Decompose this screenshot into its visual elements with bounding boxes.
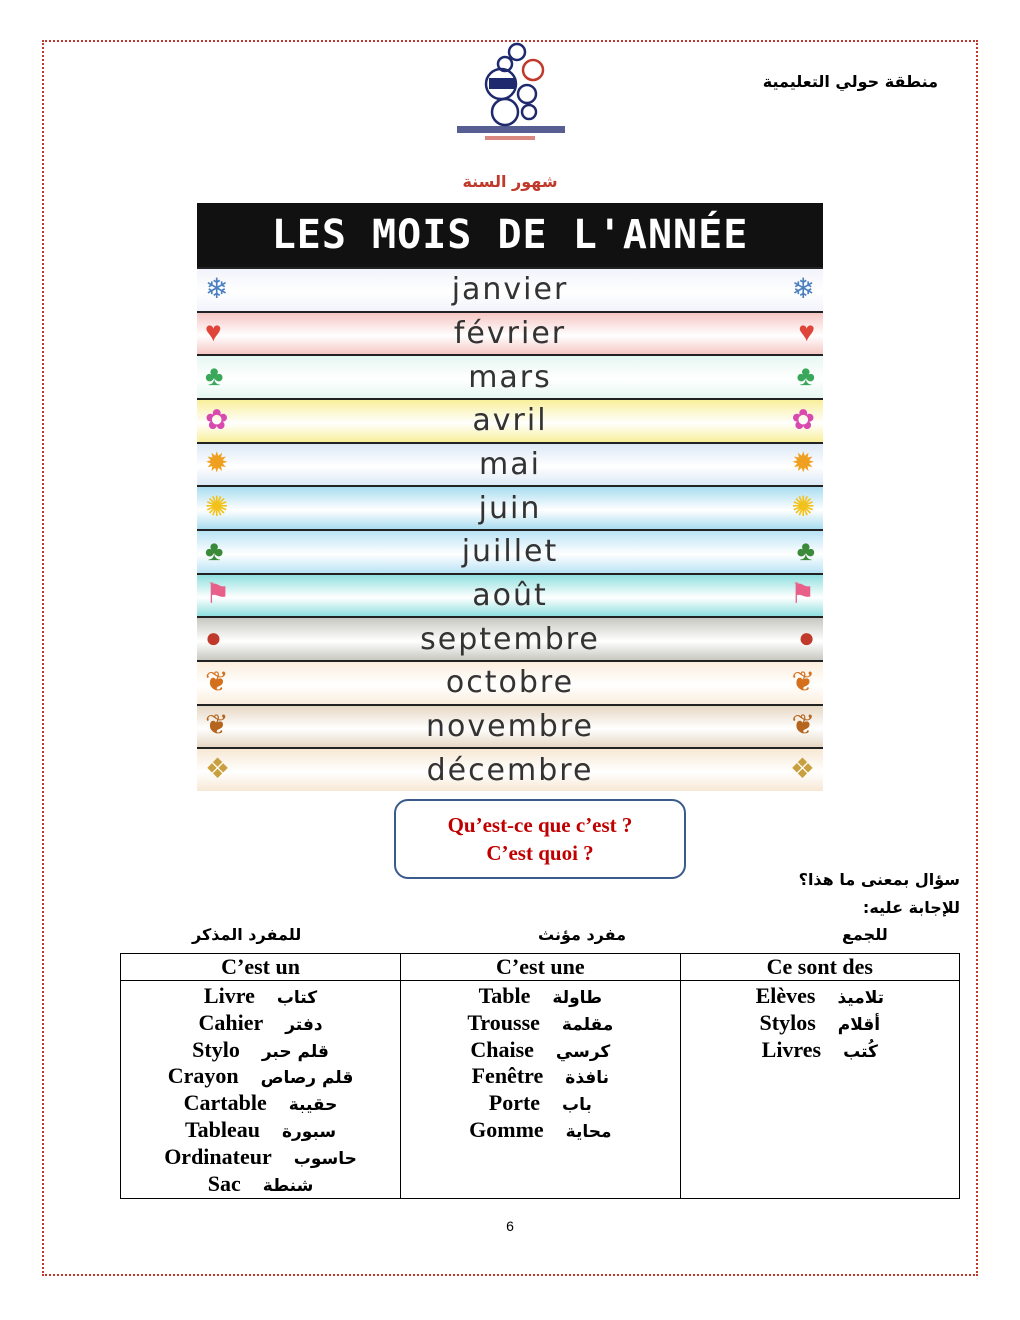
- month-decoration-icon: ♣: [796, 361, 815, 393]
- vocab-entry: [122, 1117, 399, 1144]
- vocab-french: Livre: [203, 983, 255, 1008]
- vocab-arabic: سبورة: [281, 1121, 337, 1142]
- month-decoration-icon: ✺: [791, 492, 815, 524]
- month-label: mars: [468, 359, 552, 395]
- months-list: [197, 267, 823, 791]
- hub-logo: [455, 42, 575, 147]
- month-label: décembre: [426, 752, 594, 788]
- header-cest-un: C’est un: [121, 954, 401, 981]
- month-decoration-icon: ♣: [205, 535, 224, 567]
- vocab-arabic: مقلمة: [561, 1014, 614, 1035]
- month-row: [197, 660, 823, 704]
- vocab-french: Ordinateur: [164, 1143, 272, 1169]
- table-body-row: [121, 981, 960, 1199]
- month-row: [197, 573, 823, 617]
- table-header-row: [121, 954, 960, 981]
- vocab-french: Sac: [207, 1170, 241, 1196]
- vocab-arabic: نافذة: [565, 1068, 610, 1089]
- month-decoration-icon: ❖: [789, 754, 815, 786]
- vocab-french: Trousse: [467, 1009, 540, 1035]
- vocab-arabic: حقيبة: [288, 1095, 338, 1116]
- vocab-entry: [122, 1144, 399, 1171]
- vocab-french: Tableau: [184, 1116, 260, 1142]
- vocab-arabic: حاسوب: [293, 1148, 357, 1169]
- vocab-entry: [122, 983, 399, 1010]
- arabic-explanation-line-1: سؤال بمعنى ما هذا؟: [798, 870, 960, 889]
- month-label: novembre: [426, 708, 594, 744]
- month-row: [197, 267, 823, 311]
- column-head-masculine: للمفرد المذكر: [192, 925, 302, 944]
- vocab-entry: [682, 1037, 958, 1064]
- vocab-french: Porte: [488, 1090, 541, 1116]
- vocab-entry: [122, 1037, 399, 1064]
- vocab-french: Table: [478, 983, 531, 1008]
- months-subtitle-arabic: شهور السنة: [462, 172, 558, 191]
- vocab-entry: [682, 983, 958, 1010]
- arabic-explanation-line-2: للإجابة عليه:: [862, 898, 960, 917]
- header-cest-une: C’est une: [401, 954, 681, 981]
- vocab-french: Chaise: [470, 1036, 534, 1062]
- vocabulary-table: [120, 953, 960, 1199]
- vocab-arabic: قلم رصاص: [260, 1068, 354, 1089]
- arabic-explanation: [799, 866, 960, 922]
- month-decoration-icon: ✿: [205, 404, 229, 436]
- question-line-2: C’est quoi ?: [486, 841, 594, 865]
- month-decoration-icon: ●: [205, 623, 222, 655]
- month-decoration-icon: ♣: [796, 535, 815, 567]
- vocab-entry: [682, 1010, 958, 1037]
- month-label: avril: [472, 403, 548, 439]
- vocab-french: Stylo: [192, 1036, 240, 1062]
- vocab-arabic: دفتر: [285, 1014, 323, 1035]
- month-decoration-icon: ⚑: [205, 579, 231, 611]
- vocab-arabic: تلاميذ: [837, 988, 885, 1008]
- vocab-entry: [122, 1171, 399, 1198]
- month-decoration-icon: ❖: [205, 754, 231, 786]
- vocab-entry: [402, 1063, 679, 1090]
- month-decoration-icon: ✿: [791, 404, 815, 436]
- vocab-arabic: طاولة: [552, 988, 603, 1008]
- month-label: mai: [479, 446, 541, 482]
- vocab-arabic: كرسي: [555, 1041, 611, 1062]
- months-poster: [197, 203, 823, 791]
- vocab-french: Cartable: [183, 1090, 267, 1116]
- month-decoration-icon: ●: [798, 623, 815, 655]
- month-row: [197, 485, 823, 529]
- month-row: [197, 442, 823, 486]
- organization-name: منطقة حولي التعليمية: [762, 72, 938, 91]
- month-decoration-icon: ✹: [791, 448, 815, 480]
- month-row: [197, 311, 823, 355]
- month-row: [197, 354, 823, 398]
- month-decoration-icon: ❦: [205, 710, 229, 742]
- vocab-entry: [122, 1063, 399, 1090]
- month-decoration-icon: ❦: [205, 666, 229, 698]
- vocab-entry: [122, 1090, 399, 1117]
- question-line-1: Qu’est-ce que c’est ?: [447, 813, 633, 837]
- vocab-entry: [402, 983, 679, 1010]
- month-decoration-icon: ❄: [205, 273, 229, 305]
- masculine-words-cell: [121, 981, 401, 1199]
- vocab-french: Elèves: [755, 983, 816, 1008]
- feminine-words-cell: [401, 981, 681, 1199]
- month-decoration-icon: ♥: [205, 317, 222, 349]
- page-number: 6: [506, 1218, 514, 1234]
- month-decoration-icon: ❄: [791, 273, 815, 305]
- question-box: [394, 799, 686, 879]
- poster-title: LES MOIS DE L'ANNÉE: [271, 212, 749, 258]
- column-head-feminine: مفرد مؤنث: [538, 925, 627, 944]
- vocab-arabic: أقلام: [837, 1014, 881, 1035]
- month-decoration-icon: ✺: [205, 492, 229, 524]
- vocab-entry: [402, 1090, 679, 1117]
- month-row: [197, 747, 823, 791]
- vocab-entry: [122, 1010, 399, 1037]
- vocab-french: Cahier: [198, 1009, 264, 1035]
- column-head-plural: للجمع: [842, 925, 888, 944]
- vocab-arabic: قلم حبر: [261, 1041, 329, 1062]
- header-ce-sont-des: Ce sont des: [680, 954, 959, 981]
- month-decoration-icon: ♥: [798, 317, 815, 349]
- month-label: septembre: [420, 621, 600, 657]
- month-row: [197, 398, 823, 442]
- month-label: juin: [478, 490, 542, 526]
- vocab-french: Livres: [761, 1036, 822, 1062]
- vocab-entry: [402, 1037, 679, 1064]
- vocab-arabic: كُتب: [843, 1041, 878, 1062]
- vocab-french: Crayon: [167, 1063, 239, 1089]
- month-decoration-icon: ❦: [791, 710, 815, 742]
- vocab-french: Stylos: [759, 1009, 816, 1035]
- month-decoration-icon: ♣: [205, 361, 224, 393]
- vocab-french: Gomme: [469, 1116, 544, 1142]
- month-label: février: [453, 315, 567, 351]
- month-row: [197, 704, 823, 748]
- month-row: [197, 529, 823, 573]
- month-label: octobre: [445, 665, 575, 701]
- month-label: janvier: [451, 272, 569, 308]
- vocab-entry: [402, 1117, 679, 1144]
- vocab-arabic: باب: [562, 1095, 592, 1116]
- month-decoration-icon: ⚑: [789, 579, 815, 611]
- month-decoration-icon: ✹: [205, 448, 229, 480]
- month-label: août: [472, 577, 548, 613]
- vocab-arabic: محاية: [565, 1121, 612, 1142]
- vocab-arabic: كتاب: [276, 988, 318, 1008]
- vocab-entry: [402, 1010, 679, 1037]
- plural-words-cell: [680, 981, 959, 1199]
- month-decoration-icon: ❦: [791, 666, 815, 698]
- vocab-arabic: شنطة: [262, 1175, 314, 1196]
- vocab-french: Fenêtre: [471, 1063, 544, 1089]
- month-label: juillet: [461, 534, 559, 570]
- month-row: [197, 616, 823, 660]
